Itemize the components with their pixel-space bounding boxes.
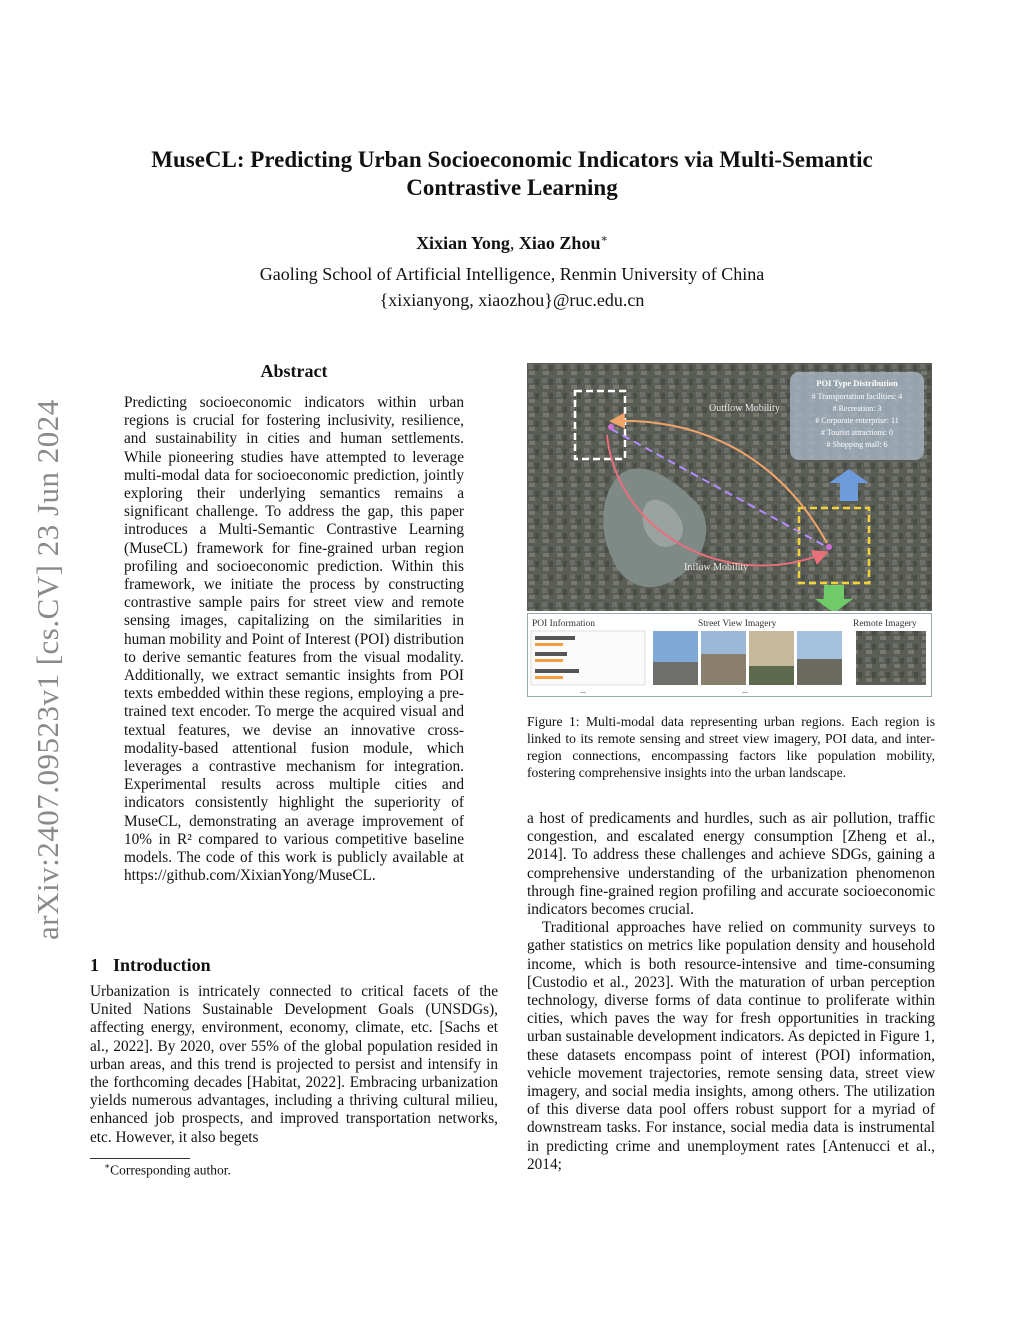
remote-label: Remote Imagery [853,619,917,629]
footnote-mark: ∗ [104,1161,111,1171]
poi-item-1: # Transportation facilities: 4 [811,392,903,401]
poi-item-2: # Recreation: 3 [832,404,882,413]
author-1: Xixian Yong [416,233,510,253]
section-title: Introduction [113,955,211,975]
affiliation-block [100,261,924,313]
region-point-1 [608,424,614,430]
poi-ellipsis: ... [580,686,586,695]
street-photo-2-ground [701,654,746,685]
poi-info-label: POI Information [532,619,596,629]
right-column [527,810,935,1174]
intro-paragraph: Urbanization is intricately connected to critical facets of the United Nations Sustainable Development Goals (UNSDGs), affecting energy, environment, economy, climate, etc. [Sachs et al., 2022]. By 2020, over 55% of the global population resided in urban areas, and this trend is projected to persist and intensify in the forthcoming decades [Habitat, 2022]. Embracing urbanization yields numerous advantages, including a thriving cultural milieu, enhanced job prospects, and improved transportation networks, etc. However, it also begets [90,983,498,1146]
author-2-mark: ∗ [600,233,608,245]
right-paragraph-2: Traditional approaches have relied on community surveys to gather statistics on metrics like population density and household income, which is both resource-intensive and time-consuming [Custodio et al., 2023]. With the maturation of urban perception technology, diverse forms of data continue to proliferate within cities, which paves the way for fresh opportunities in tracking urban sustainable development indicators. As depicted in Figure 1, these datasets encompass point of interest (POI) information, vehicle movement trajectories, remote sensing data, street view imagery, and social media insights, among others. The utilization of this diverse data pool offers robust support for a myriad of downstream tasks. For instance, social media data is instrumental in predicting crime and unemployment rates [Antenucci et al., 2014; [527,919,935,1173]
poi-dist-title: POI Type Distribution [816,378,898,388]
poi-line-3 [535,669,579,673]
right-paragraph-1: a host of predicaments and hurdles, such as air pollution, traffic congestion, and escalated energy consumption [Zheng et al., 2014]. To address these challenges and achieve SDGs, gaining a comprehensive understanding of the urbanization phenomenon through fine-grained region profiling and accurate socioeconomic indicators becomes crucial. [527,810,935,919]
footnote [104,1161,231,1179]
outflow-label: Outflow Mobility [709,403,780,414]
abstract-part-2: framework for fine-grained urban region profiling and socioeconomic prediction. Within this framework, we initiate the process by constructing contrastive sample pairs for street view and remote sensing images, capitalizing on the similarities in human mobility and Point of Interest (POI) distribution to derive semantic features from the visual modality. Additionally, we extract semantic insights from POI texts embedded within these regions, employing a pre-trained text encoder. To merge the acquired visual and textual features, we devise an innovative cross-modality-based attentional fusion module, which leverages a contrastive mechanism for integration. Experimental results across multiple cities and indicators consistently highlight the superiority of MuseCL, demonstrating an average improvement of 10% in R² compared to various competitive baseline models. The code of this work is publicly available at https://github.com/XixianYong/MuseCL. [124,539,465,885]
affiliation: Gaoling School of Artificial Intelligence, Renmin University of China [259,264,765,284]
street-ellipsis: ... [742,686,748,695]
figure-caption: Figure 1: Multi-modal data representing urban regions. Each region is linked to its remote sensing and street view imagery, POI data, and inter-region connections, encompassing factors like population mobility, fostering comprehensive insights into the urban landscape. [527,714,935,780]
figure-1 [527,363,932,696]
title-line-2: Contrastive Learning [406,175,618,200]
satellite-map [527,363,932,611]
section-heading [90,955,211,976]
title-line-1: MuseCL: Predicting Urban Socioeconomic Indicators via Multi-Semantic [151,147,873,172]
section-number: 1 [90,955,99,975]
abstract-part-1: Predicting socioeconomic indicators within urban regions is crucial for fostering inclusivity, resilience, and sustainability in cities and human settlements. While pioneering studies have attempted to leverage multi-modal data for socioeconomic prediction, jointly exploring their underlying semantics remains a significant challenge. To address the gap, this paper introduces a [124,394,464,539]
map-graphic [527,363,932,611]
abstract-heading: Abstract [260,361,328,381]
remote-tile [856,631,926,685]
poi-item-3: # Corporate enterprise: 11 [815,416,899,425]
modality-graphic [528,614,931,696]
street-photo-3-ground [749,666,794,685]
poi-stars-1 [535,643,563,646]
abstract-name-text: Multi-Semantic Contrastive Learning (MuseCL) [124,521,465,557]
modality-strip [527,613,932,697]
poi-item-5: # Shopping mall: 6 [826,440,888,449]
authors: Xixian Yong, Xiao Zhou∗ [416,233,608,253]
paper-title [100,146,924,202]
poi-stars-3 [535,676,563,679]
footnote-rule [90,1158,190,1159]
abstract-body [124,394,464,885]
email: {xixianyong, xiaozhou}@ruc.edu.cn [379,290,645,310]
poi-line-2 [535,652,567,656]
inflow-label: Inflow Mobility [684,562,749,573]
street-photo-1-ground [653,662,698,685]
region-point-2 [826,544,832,550]
footnote-text: Corresponding author. [110,1162,231,1178]
poi-line-1 [535,636,575,640]
author-2: Xiao Zhou [518,233,601,253]
street-view-label: Street View Imagery [698,619,777,629]
street-photo-4-ground [797,659,842,685]
poi-item-4: # Tourist attractions: 0 [821,428,893,437]
arxiv-stamp: arXiv:2407.09523v1 [cs.CV] 23 Jun 2024 [30,399,65,940]
poi-stars-2 [535,659,563,662]
